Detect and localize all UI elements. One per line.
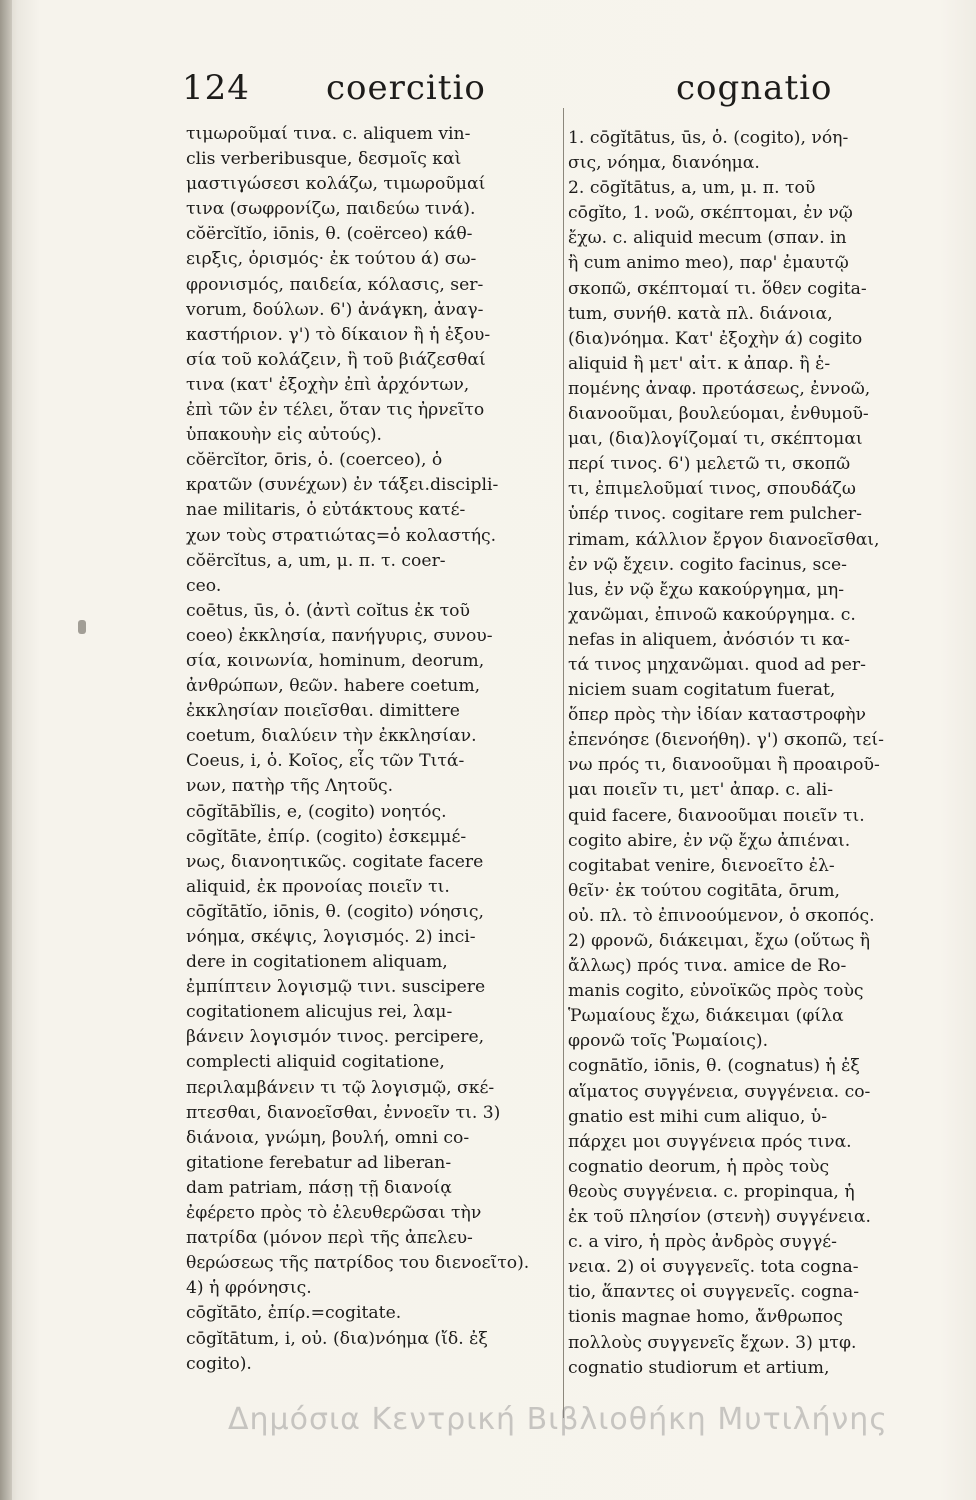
text-line: νω πρός τι, διανοοῦμαι ἢ προαιροῦ-	[568, 755, 880, 776]
text-line: νων, πατὴρ τῆς Λητοῦς.	[186, 776, 394, 797]
text-line: cōgĭtātum, i, οὐ. (δια)νόημα (ἴδ. ἐξ	[186, 1328, 488, 1349]
text-line: μαι ποιεῖν τι, μετ' ἀπαρ. c. ali-	[568, 780, 834, 801]
text-line: aliquid, ἐκ προνοίας ποιεῖν τι.	[186, 876, 450, 897]
text-line: κρατῶν (συνέχων) ἐν τάξει.discipli-	[186, 475, 499, 496]
text-line: περί τινος. 6') μελετῶ τι, σκοπῶ	[568, 454, 851, 475]
text-line: complecti aliquid cogitatione,	[186, 1052, 445, 1073]
text-line: tionis magnae homo, ἄνθρωπος	[568, 1307, 843, 1328]
text-line: ἐπὶ τῶν ἐν τέλει, ὅταν τις ἠρνεῖτο	[186, 400, 485, 421]
text-line: τιμωροῦμαί τινα. c. aliquem vin-	[186, 124, 471, 144]
text-line: διάνοια, γνώμη, βουλή, omni co-	[186, 1127, 470, 1148]
text-line: c. a viro, ἡ πρὸς ἀνδρὸς συγγέ-	[568, 1232, 837, 1253]
text-line: coētus, ūs, ὁ. (ἀντὶ coĭtus ἐκ τοῦ	[186, 600, 470, 621]
text-line: nefas in aliquem, ἀνόσιόν τι κα-	[568, 629, 850, 650]
text-line: σις, νόημα, διανόημα.	[568, 153, 760, 174]
text-line: cognatio deorum, ἡ πρὸς τοὺς	[568, 1156, 830, 1177]
page-number: 124	[182, 68, 250, 108]
text-line: cŏërcĭtĭo, iōnis, θ. (coërceo) κάθ-	[186, 224, 473, 245]
text-line: πομένης ἀναφ. προτάσεως, ἐννοῶ,	[568, 378, 871, 399]
text-line: aliquid ἢ μετ' αἰτ. κ ἀπαρ. ἢ ἑ-	[568, 353, 831, 374]
text-line: θεοὺς συγγένεια. c. propinqua, ἡ	[568, 1181, 855, 1202]
text-line: ὑπέρ τινος. cogitare rem pulcher-	[568, 504, 862, 525]
text-line: clis verberibusque, δεσμοῖς καὶ	[186, 149, 462, 170]
text-line: cōgĭtāte, ἐπίρ. (cogito) ἐσκεμμέ-	[186, 826, 467, 847]
text-line: πάρχει μοι συγγένεια πρός τινα.	[568, 1131, 852, 1152]
text-line: 2) φρονῶ, διάκειμαι, ἔχω (οὕτως ἢ	[568, 931, 871, 951]
text-line: Ῥωμαίους ἔχω, διάκειμαι (φίλα	[568, 1006, 844, 1027]
text-line: πολλοὺς συγγενεῖς ἔχων. 3) μτφ.	[568, 1332, 857, 1353]
text-line: 1. cōgĭtātus, ūs, ὁ. (cogito), νόη-	[568, 128, 849, 148]
text-line: gnatio est mihi cum aliquo, ὑ-	[568, 1106, 828, 1127]
text-line: nae militaris, ὁ εὐτάκτους κατέ-	[186, 500, 466, 521]
text-line: coeo) ἐκκλησία, πανήγυρις, συνου-	[186, 625, 493, 646]
text-line: cognatio studiorum et artium,	[568, 1357, 830, 1378]
text-line: νεια. 2) οἱ συγγενεῖς. tota cogna-	[568, 1257, 859, 1278]
text-line: χανῶμαι, ἐπινοῶ κακούργημα. c.	[568, 604, 856, 625]
text-line: τά τινος μηχανῶμαι. quod ad per-	[568, 654, 866, 675]
text-line: cogito abire, ἐν νῷ ἔχω ἀπιέναι.	[568, 830, 851, 851]
text-line: αἵματος συγγένεια, συγγένεια. co-	[568, 1081, 871, 1102]
text-line: cōgĭtātĭo, iōnis, θ. (cogito) νόησις,	[186, 901, 484, 922]
text-line: ἐπενόησε (διενοήθη). γ') σκοπῶ, τεί-	[568, 730, 884, 751]
text-line: ceo.	[186, 575, 222, 596]
text-line: φρονῶ τοῖς Ῥωμαίοις).	[568, 1031, 769, 1052]
text-line: οὐ. πλ. τὸ ἐπινοούμενον, ὁ σκοπός.	[568, 905, 875, 926]
library-watermark: Δημόσια Κεντρική Βιβλιοθήκη Μυτιλήνης	[228, 1402, 888, 1437]
text-line: χων τοὺς στρατιώτας=ὁ κολαστής.	[186, 525, 497, 546]
text-line: ὑπακουὴν εἰς αὐτούς).	[186, 425, 382, 446]
text-line: ἢ cum animo meo), παρ' ἐμαυτῷ	[568, 253, 849, 274]
left-headword: coercitio	[326, 68, 486, 108]
text-line: θερώσεως τῆς πατρίδος του διενοεῖτο).	[186, 1253, 530, 1274]
text-line: τι, ἐπιμελοῦμαί τινος, σπουδάζω	[568, 479, 856, 500]
text-line: ἐφέρετο πρὸς τὸ ἐλευθερῶσαι τὴν	[186, 1203, 482, 1224]
column-divider	[563, 108, 564, 1418]
text-line: τινα (κατ' ἐξοχὴν ἐπὶ ἀρχόντων,	[186, 374, 470, 395]
text-line: dam patriam, πάσῃ τῇ διανοίᾳ	[186, 1177, 452, 1198]
text-line: cōgĭto, 1. νοῶ, σκέπτομαι, ἐν νῷ	[568, 203, 853, 224]
text-line: βάνειν λογισμόν τινος. percipere,	[186, 1027, 485, 1048]
text-line: ἄλλως) πρός τινα. amice de Ro-	[568, 956, 847, 977]
text-line: tio, ἅπαντες οἱ συγγενεῖς. cogna-	[568, 1282, 860, 1303]
text-line: cogitationem alicujus rei, λαμ-	[186, 1002, 453, 1023]
text-line: cŏërcĭtor, ōris, ὁ. (coerceo), ὁ	[186, 450, 443, 471]
text-line: νόημα, σκέψις, λογισμός. 2) inci-	[186, 927, 476, 947]
text-line: πτεσθαι, διανοεῖσθαι, ἐννοεῖν τι. 3)	[186, 1102, 501, 1123]
text-line: ἀνθρώπων, θεῶν. habere coetum,	[186, 676, 481, 697]
text-line: gitatione ferebatur ad liberan-	[186, 1152, 452, 1173]
text-line: φρονισμός, παιδεία, κόλασις, ser-	[186, 274, 484, 295]
text-line: ἐκκλησίαν ποιεῖσθαι. dimittere	[186, 701, 460, 722]
text-line: ἐκ τοῦ πλησίον (στενὴ) συγγένεια.	[568, 1207, 871, 1228]
text-line: 4) ἡ φρόνησις.	[186, 1278, 312, 1299]
text-line: νως, διανοητικῶς. cogitate facere	[186, 851, 484, 872]
text-line: cognātĭo, iōnis, θ. (cognatus) ἡ ἐξ	[568, 1056, 860, 1077]
text-line: θεῖν· ἐκ τούτου cogitāta, ōrum,	[568, 880, 840, 901]
right-column	[568, 126, 948, 1381]
text-line: τινα (σωφρονίζω, παιδεύω τινά).	[186, 199, 476, 220]
text-line: dere in cogitationem aliquam,	[186, 952, 448, 973]
text-line: μαι, (δια)λογίζομαί τι, σκέπτομαι	[568, 429, 863, 450]
text-line: 2. cōgĭtātus, a, um, μ. π. τοῦ	[568, 178, 816, 199]
left-column	[186, 122, 556, 1377]
text-line: ὅπερ πρὸς τὴν ἰδίαν καταστροφὴν	[568, 705, 866, 726]
text-line: καστήριον. γ') τὸ δίκαιον ἢ ἡ ἐξου-	[186, 324, 491, 345]
text-line: σία τοῦ κολάζειν, ἢ τοῦ βιάζεσθαί	[186, 349, 486, 370]
text-line: cōgĭtābĭlis, e, (cogito) νοητός.	[186, 801, 447, 822]
text-line: cogito).	[186, 1353, 252, 1374]
text-line: cōgĭtāto, ἐπίρ.=cogitate.	[186, 1303, 402, 1324]
text-line: cŏërcĭtus, a, um, μ. π. τ. coer-	[186, 550, 446, 571]
right-headword: cognatio	[676, 68, 833, 108]
text-line: (δια)νόημα. Κατ' ἐξοχὴν ά) cogito	[568, 328, 863, 349]
text-line: ἐμπίπτειν λογισμῷ τινι. suscipere	[186, 977, 486, 998]
text-line: ειρξις, ὁρισμός· ἐκ τούτου ά) σω-	[186, 249, 477, 270]
text-line: vorum, δούλων. 6') ἀνάγκη, ἀναγ-	[186, 299, 484, 320]
text-line: tum, συνήθ. κατὰ πλ. διάνοια,	[568, 303, 833, 324]
text-line: quid facere, διανοοῦμαι ποιεῖν τι.	[568, 805, 865, 826]
text-line: περιλαμβάνειν τι τῷ λογισμῷ, σκέ-	[186, 1077, 495, 1098]
text-line: διανοοῦμαι, βουλεύομαι, ἐνθυμοῦ-	[568, 404, 869, 425]
ink-smudge	[78, 620, 86, 634]
text-line: σκοπῶ, σκέπτομαί τι. ὅθεν cogita-	[568, 278, 867, 299]
running-header	[0, 60, 976, 120]
text-line: lus, ἐν νῷ ἔχω κακούργημα, μη-	[568, 579, 845, 600]
text-line: cogitabat venire, διενοεῖτο ἐλ-	[568, 855, 835, 876]
scan-binding-edge	[0, 0, 12, 1500]
text-line: ἐν νῷ ἔχειν. cogito facinus, sce-	[568, 554, 847, 575]
text-line: niciem suam cogitatum fuerat,	[568, 680, 836, 701]
text-line: Coeus, i, ὁ. Κοῖος, εἷς τῶν Τιτά-	[186, 751, 465, 772]
text-line: σία, κοινωνία, hominum, deorum,	[186, 650, 485, 671]
text-line: μαστιγώσεσι κολάζω, τιμωροῦμαί	[186, 174, 486, 195]
text-line: πατρίδα (μόνον περὶ τῆς ἀπελευ-	[186, 1228, 473, 1249]
text-line: manis cogito, εὐνοϊκῶς πρὸς τοὺς	[568, 981, 864, 1002]
text-line: ἔχω. c. aliquid mecum (σπαν. in	[568, 228, 847, 249]
text-line: rimam, κάλλιον ἔργον διανοεῖσθαι,	[568, 529, 880, 550]
text-line: coetum, διαλύειν τὴν ἐκκλησίαν.	[186, 726, 477, 747]
